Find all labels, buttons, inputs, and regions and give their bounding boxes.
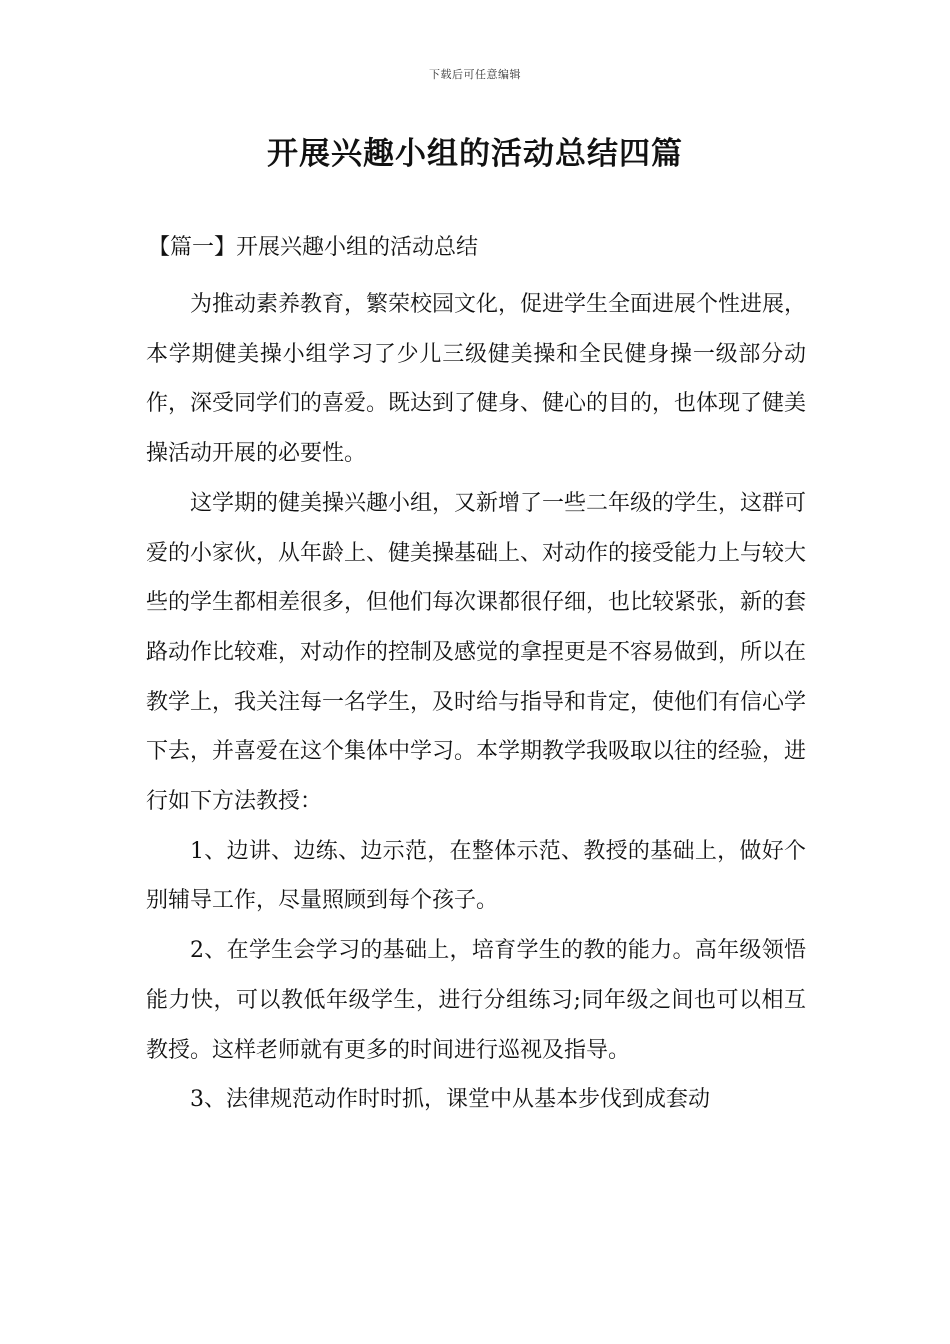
section-heading: 【篇一】开展兴趣小组的活动总结 xyxy=(148,235,479,260)
body-text xyxy=(146,280,806,1125)
paragraph: 为推动素养教育，繁荣校园文化，促进学生全面进展个性进展，本学期健美操小组学习了少儿三级健美操和全民健身操一级部分动作，深受同学们的喜爱。既达到了健身、健心的目的，也体现了健美操活动开展的必要性。 xyxy=(146,292,807,467)
paragraph: 3、法律规范动作时时抓，课堂中从基本步伐到成套动 xyxy=(190,1087,710,1113)
header-note: 下载后可任意编辑 xyxy=(429,68,521,81)
paragraph: 这学期的健美操兴趣小组，又新增了一些二年级的学生，这群可爱的小家伙，从年龄上、健美操基础上、对动作的接受能力上与较大些的学生都相差很多，但他们每次课都很仔细，也比较紧张，新的套路动作比较难，对动作的控制及感觉的拿捏更是不容易做到，所以在教学上，我关注每一名学生，及时给与指导和肯定，使他们有信心学下去，并喜爱在这个集体中学习。本学期教学我吸取以往的经验，进行如下方法教授： xyxy=(146,490,807,815)
paragraph: 2、在学生会学习的基础上，培育学生的教的能力。高年级领悟能力快，可以教低年级学生，进行分组练习;同年级之间也可以相互教授。这样老师就有更多的时间进行巡视及指导。 xyxy=(146,938,806,1063)
paragraph: 1、边讲、边练、边示范，在整体示范、教授的基础上，做好个别辅导工作，尽量照顾到每个孩子。 xyxy=(146,838,806,914)
document-title: 开展兴趣小组的活动总结四篇 xyxy=(267,136,683,172)
